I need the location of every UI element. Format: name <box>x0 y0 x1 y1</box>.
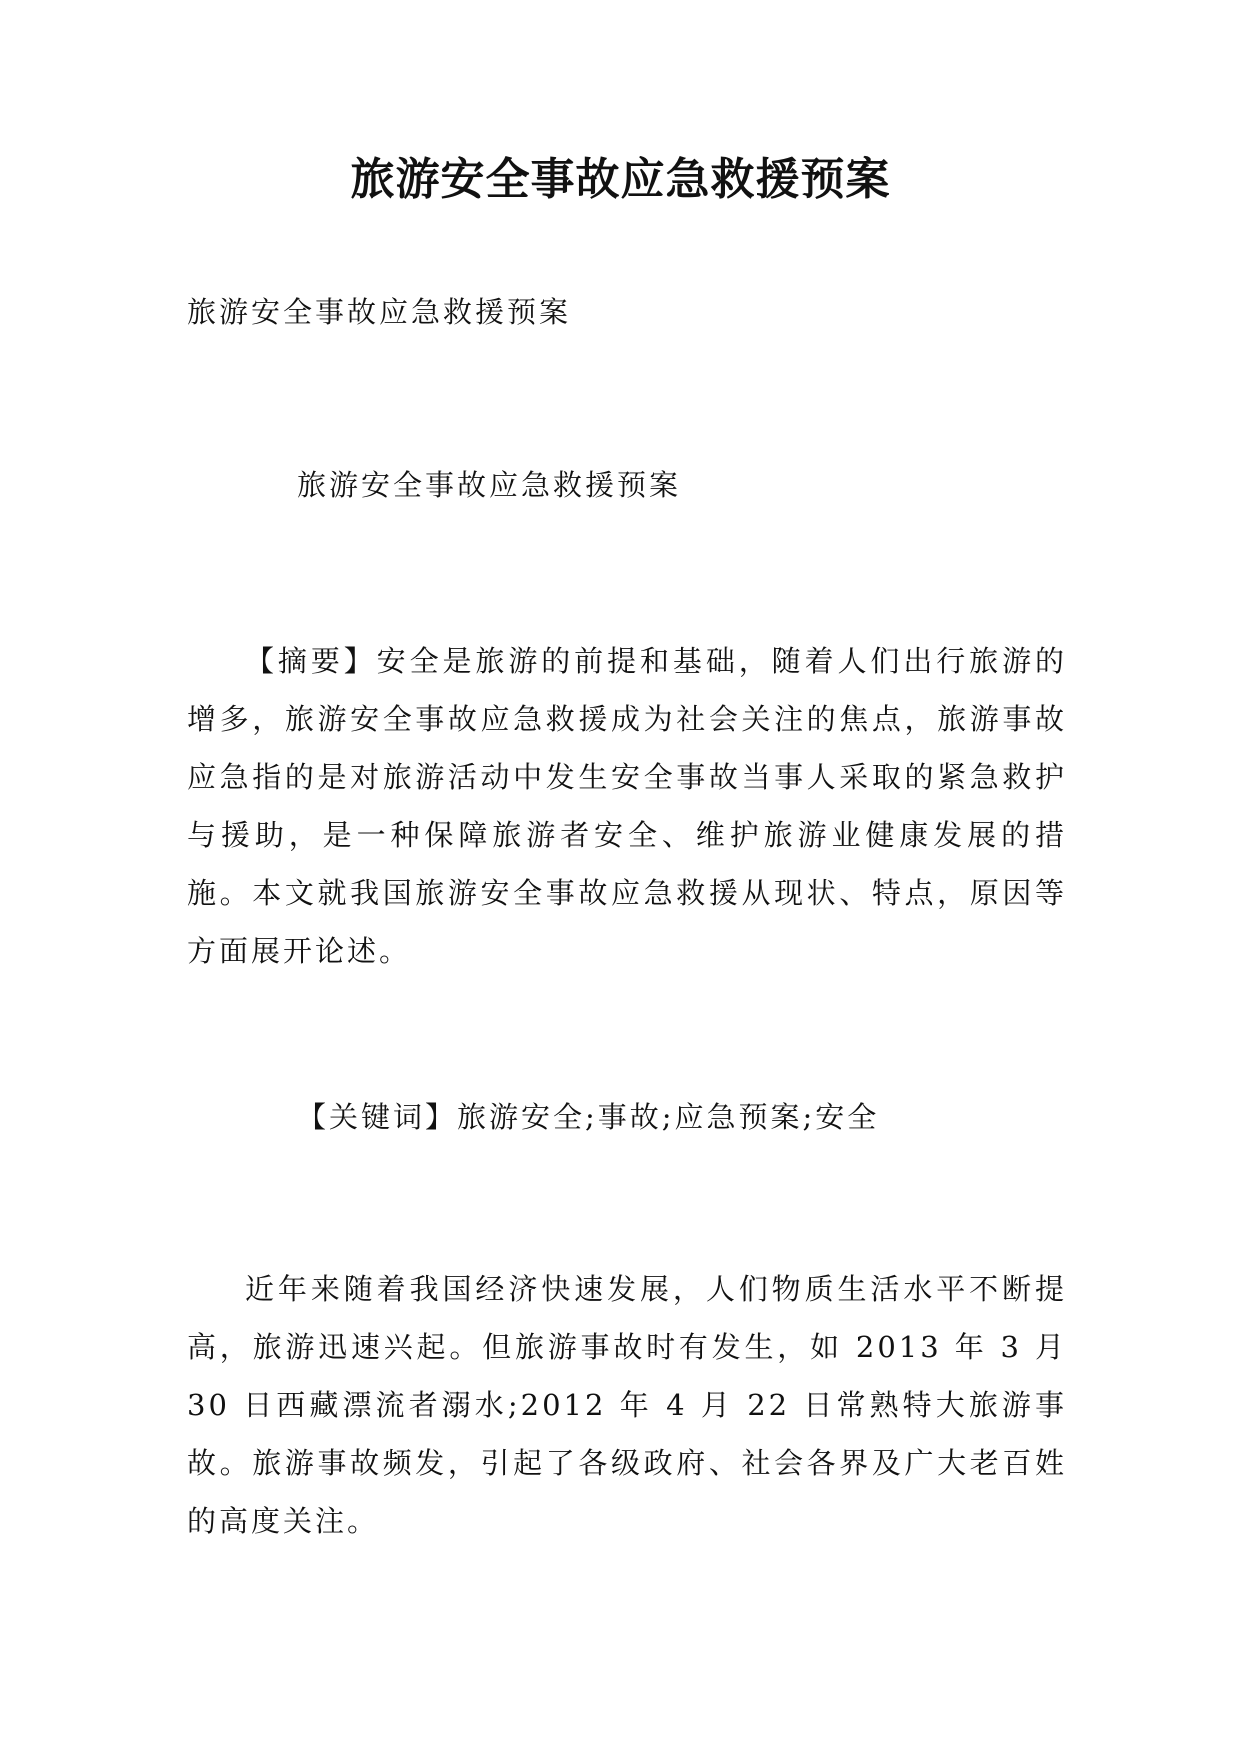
subtitle-line-2: 旅游安全事故应急救援预案 <box>297 468 682 502</box>
abstract-paragraph: 【摘要】安全是旅游的前提和基础，随着人们出行旅游的增多，旅游安全事故应急救援成为社会关注的焦点，旅游事故应急指的是对旅游活动中发生安全事故当事人采取的紧急救护与援助，是一种保障旅游者安全、维护旅游业健康发展的措施。本文就我国旅游安全事故应急救援从现状、特点，原因等方面展开论述。 <box>187 644 1067 968</box>
subtitle-line-1: 旅游安全事故应急救援预案 <box>187 295 572 329</box>
intro-paragraph: 近年来随着我国经济快速发展，人们物质生活水平不断提高，旅游迅速兴起。但旅游事故时有发生，如 2013 年 3 月 30 日西藏漂流者溺水;2012 年 4 月 22 日常熟特大旅游事故。旅游事故频发，引起了各级政府、社会各界及广大老百姓的高度关注。 <box>187 1272 1067 1538</box>
keywords-line: 【关键词】旅游安全;事故;应急预案;安全 <box>297 1100 880 1134</box>
page-title: 旅游安全事故应急救援预案 <box>350 154 891 205</box>
